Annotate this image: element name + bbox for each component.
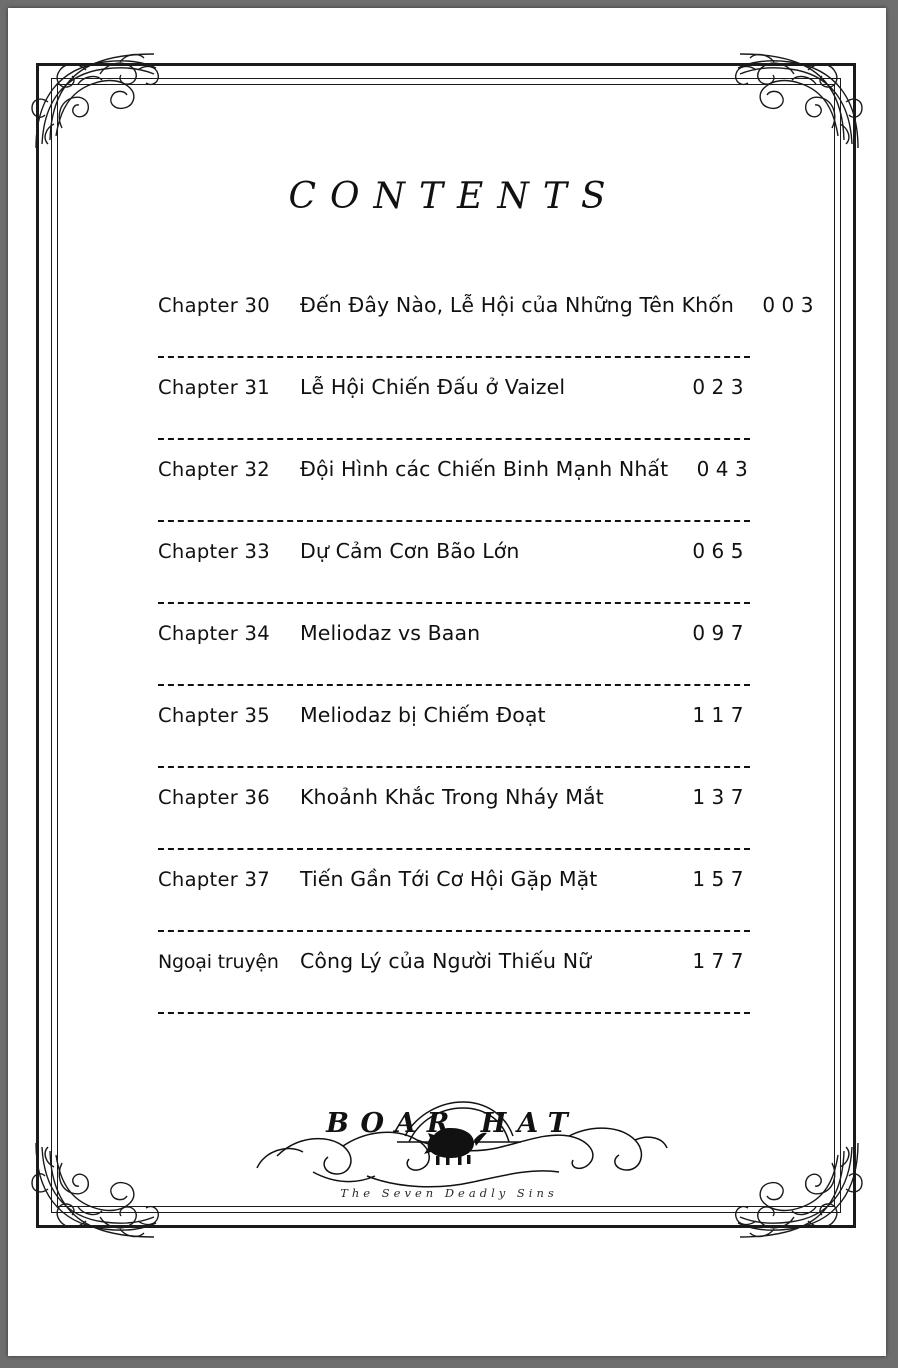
toc-chapter-title: Khoảnh Khắc Trong Nháy Mắt — [300, 785, 604, 809]
toc-chapter-label: Chapter 35 — [158, 704, 270, 727]
toc-chapter-label: Chapter 32 — [158, 458, 270, 481]
toc-page-number: 003 — [762, 293, 821, 317]
toc-page-number: 157 — [692, 867, 750, 891]
toc-chapter-title: Đội Hình các Chiến Binh Mạnh Nhất — [300, 457, 669, 481]
toc-chapter-title: Lễ Hội Chiến Đấu ở Vaizel — [300, 375, 566, 399]
toc-divider — [158, 930, 750, 932]
toc-chapter-label: Chapter 36 — [158, 786, 270, 809]
toc-row[interactable] — [158, 949, 750, 1031]
logo-subtitle: The Seven Deadly Sins — [340, 1186, 558, 1200]
page-title: CONTENTS — [288, 176, 620, 217]
toc-divider — [158, 684, 750, 686]
book-page — [8, 8, 886, 1356]
toc-chapter-title: Đến Đây Nào, Lễ Hội của Những Tên Khốn — [300, 293, 735, 317]
toc-row[interactable] — [158, 785, 750, 867]
logo-wordmark: BOAR HAT — [326, 1108, 579, 1139]
toc-chapter-label: Chapter 30 — [158, 294, 270, 317]
toc-row[interactable] — [158, 539, 750, 621]
toc-page-number: 043 — [696, 457, 755, 481]
toc-chapter-label: Chapter 31 — [158, 376, 270, 399]
toc-divider — [158, 1012, 750, 1014]
toc-row[interactable] — [158, 375, 750, 457]
toc-page-number: 117 — [692, 703, 750, 727]
toc-page-number: 065 — [692, 539, 750, 563]
toc-row[interactable] — [158, 457, 755, 539]
toc-chapter-title: Meliodaz vs Baan — [300, 621, 481, 645]
toc-chapter-label: Chapter 33 — [158, 540, 270, 563]
boar-hat-logo — [8, 1084, 886, 1204]
toc-page-number: 023 — [692, 375, 750, 399]
toc-chapter-label: Ngoại truyện — [158, 951, 279, 973]
toc-divider — [158, 356, 750, 358]
toc-chapter-label: Chapter 34 — [158, 622, 270, 645]
toc-chapter-title: Tiến Gần Tới Cơ Hội Gặp Mặt — [300, 867, 598, 891]
toc-divider — [158, 766, 750, 768]
toc-row[interactable] — [158, 621, 750, 703]
toc-row[interactable] — [158, 703, 750, 785]
toc-chapter-title: Meliodaz bị Chiếm Đoạt — [300, 703, 546, 727]
toc-divider — [158, 520, 750, 522]
toc-chapter-title: Dự Cảm Cơn Bão Lớn — [300, 539, 520, 563]
toc-chapter-title: Công Lý của Người Thiếu Nữ — [300, 949, 592, 973]
toc-divider — [158, 848, 750, 850]
toc-divider — [158, 438, 750, 440]
toc-chapter-label: Chapter 37 — [158, 868, 270, 891]
toc-page-number: 137 — [692, 785, 750, 809]
toc-page-number: 097 — [692, 621, 750, 645]
table-of-contents — [158, 293, 821, 1031]
toc-page-number: 177 — [692, 949, 750, 973]
toc-row[interactable] — [158, 293, 821, 375]
toc-divider — [158, 602, 750, 604]
toc-row[interactable] — [158, 867, 750, 949]
